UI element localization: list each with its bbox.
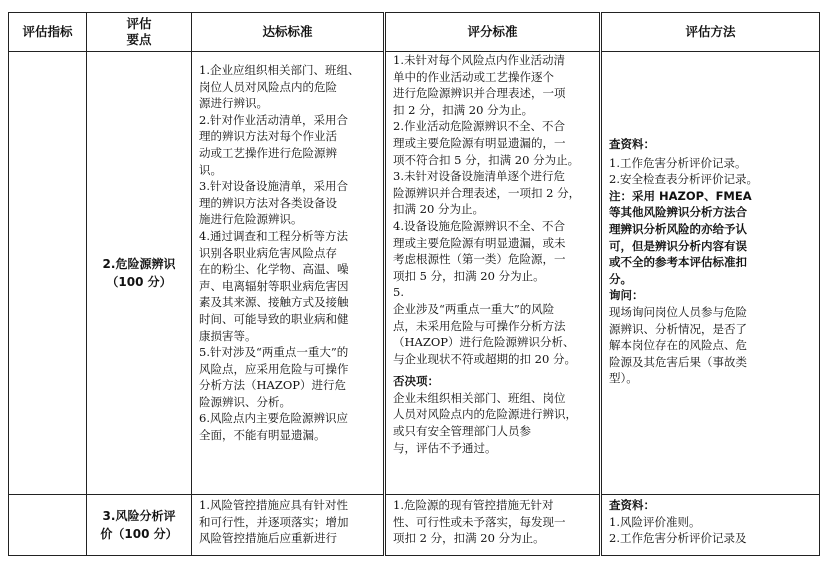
text-line: 全面，不能有明显遗漏。 bbox=[199, 428, 326, 443]
text-line: 3.未针对设备设施清单逐个进行危 bbox=[393, 169, 565, 184]
text-line: 扣 2 分，扣满 20 分为止。 bbox=[393, 102, 534, 117]
text-line: 声、电离辐射等职业病危害因 bbox=[199, 278, 349, 293]
text-line: 险源辨识、分析。 bbox=[199, 394, 291, 409]
text-line: 项不符合扣 5 分，扣满 20 分为止。 bbox=[393, 152, 580, 167]
point-cell bbox=[87, 495, 192, 556]
check-label: 查资料： bbox=[609, 137, 655, 151]
text-line: 识。 bbox=[199, 162, 222, 177]
text-line: 注：采用 HAZOP、FMEA bbox=[609, 188, 752, 203]
indicator-cell bbox=[9, 495, 87, 556]
text-line: 2.作业活动危险源辨识不全、不合 bbox=[393, 119, 565, 134]
text-line: 5. bbox=[393, 285, 404, 300]
text-line: 动或工艺操作进行危险源辨 bbox=[199, 145, 337, 160]
ask-list bbox=[602, 304, 819, 389]
text-line: 2.工作危害分析评价记录及 bbox=[609, 531, 747, 546]
text-line: 理的辨识方法对各类设备设 bbox=[199, 195, 337, 210]
text-line: 理或主要危险源有明显遗漏的，一 bbox=[393, 135, 566, 150]
text-line: 考虑根源性（第一类）危险源，一 bbox=[393, 252, 566, 267]
text-line: 3.针对设备设施清单，采用合 bbox=[199, 179, 348, 194]
table-row bbox=[9, 52, 820, 495]
text-line: 人员对风险点内的危险源进行辨识， bbox=[393, 407, 577, 422]
text-line: 6.风险点内主要危险源辨识应 bbox=[199, 411, 348, 426]
text-line: 理辨识分析风险的亦给予认 bbox=[609, 221, 747, 236]
check-list bbox=[602, 514, 819, 549]
veto-list bbox=[386, 390, 599, 458]
text-line: 1.风险管控措施应具有针对性 bbox=[199, 498, 348, 512]
text-line: 源辨识、分析情况，是否了 bbox=[609, 321, 747, 336]
text-line: 风险管控措施后应重新进行 bbox=[199, 531, 337, 546]
standard-cell bbox=[192, 52, 385, 495]
text-line: 或只有安全管理部门人员参 bbox=[393, 424, 531, 439]
text-line: 素及其来源、接触方式及接触 bbox=[199, 295, 349, 310]
scoring-cell bbox=[385, 52, 601, 495]
check-list bbox=[602, 155, 819, 188]
standard-list bbox=[192, 495, 383, 549]
text-line: 1.风险评价准则。 bbox=[609, 514, 701, 529]
text-line: 性、可行性或未予落实，每发现一 bbox=[393, 514, 566, 529]
text-line: 风险点，应采用危险与可操作 bbox=[199, 361, 349, 376]
veto-label: 否决项： bbox=[393, 374, 439, 389]
text-line: 与企业现状不符或超期的扣 20 分。 bbox=[393, 351, 576, 366]
text-line: 在的粉尘、化学物、高温、噪 bbox=[199, 262, 349, 277]
text-line: 企业涉及“两重点一重大”的风险 bbox=[393, 301, 555, 316]
text-line: 识别各职业病危害风险点存 bbox=[199, 245, 337, 260]
text-line: 解本岗位存在的风险点、危 bbox=[609, 338, 747, 353]
text-line: 分析方法（HAZOP）进行危 bbox=[199, 378, 346, 393]
text-line: 理的辨识方法对每个作业活 bbox=[199, 129, 337, 144]
text-line: 和可行性，并逐项落实；增加 bbox=[199, 514, 349, 529]
text-line: 项扣 2 分，扣满 20 分为止。 bbox=[393, 531, 545, 546]
text-line: 扣满 20 分为止。 bbox=[393, 202, 484, 217]
text-line: 源进行辨识。 bbox=[199, 96, 268, 111]
text-line: 进行危险源辨识并合理表述，一项 bbox=[393, 86, 566, 101]
standard-cell bbox=[192, 495, 385, 556]
text-line: 2.针对作业活动清单，采用合 bbox=[199, 112, 348, 127]
text-line: 企业未组织相关部门、班组、岗位 bbox=[393, 390, 566, 405]
header-method: 评估方法 bbox=[601, 13, 820, 52]
text-line: 分。 bbox=[609, 271, 632, 286]
table-row bbox=[9, 495, 820, 556]
text-line: 5.针对涉及“两重点一重大”的 bbox=[199, 345, 349, 360]
text-line: 与，评估不予通过。 bbox=[393, 440, 497, 455]
text-line: 1.未针对每个风险点内作业活动清 bbox=[393, 53, 565, 67]
header-standard: 达标标准 bbox=[192, 13, 385, 52]
point-score: 价（100 分） bbox=[100, 527, 178, 541]
header-point: 评估 要点 bbox=[87, 13, 192, 52]
point-title: 3.风险分析评 bbox=[102, 509, 176, 523]
indicator-cell bbox=[9, 52, 87, 495]
text-line: 可，但是辨识分析内容有误 bbox=[609, 238, 747, 253]
text-line: 1.危险源的现有管控措施无针对 bbox=[393, 498, 554, 512]
assessment-table bbox=[8, 12, 820, 556]
note-list bbox=[602, 188, 819, 288]
header-scoring: 评分标准 bbox=[385, 13, 601, 52]
scoring-cell bbox=[385, 495, 601, 556]
method-cell bbox=[601, 495, 820, 556]
text-line: 型）。 bbox=[609, 371, 638, 386]
text-line: 项扣 5 分，扣满 20 分为止。 bbox=[393, 268, 545, 283]
text-line: 单中的作业活动或工艺操作逐个 bbox=[393, 69, 554, 84]
text-line: 险源辨识并合理表述，一项扣 2 分， bbox=[393, 185, 581, 200]
text-line: 理或主要危险源有明显遗漏，或未 bbox=[393, 235, 566, 250]
point-score: （100 分） bbox=[106, 275, 172, 289]
text-line: 点，未采用危险与可操作分析方法 bbox=[393, 318, 566, 333]
text-line: 等其他风险辨识分析方法合 bbox=[609, 205, 747, 220]
check-label: 查资料： bbox=[609, 498, 655, 512]
text-line: 岗位人员对风险点内的危险 bbox=[199, 79, 337, 94]
text-line: 时间、可能导致的职业病和健 bbox=[199, 311, 349, 326]
header-indicator: 评估指标 bbox=[9, 13, 87, 52]
standard-list bbox=[192, 52, 383, 446]
method-cell bbox=[601, 52, 820, 495]
text-line: 4.通过调查和工程分析等方法 bbox=[199, 228, 348, 243]
text-line: （HAZOP）进行危险源辨识分析、 bbox=[393, 335, 575, 350]
text-line: 施进行危险源辨识。 bbox=[199, 212, 303, 227]
text-line: 1.企业应组织相关部门、班组、 bbox=[199, 63, 360, 77]
text-line: 4.设备设施危险源辨识不全、不合 bbox=[393, 218, 565, 233]
scoring-list bbox=[386, 495, 599, 549]
text-line: 险源及其危害后果（事故类 bbox=[609, 354, 747, 369]
text-line: 或不全的参考本评估标准扣 bbox=[609, 255, 747, 270]
scoring-list bbox=[386, 52, 599, 369]
text-line: 2.安全检查表分析评价记录。 bbox=[609, 172, 758, 187]
header-row bbox=[9, 13, 820, 52]
text-line: 1.工作危害分析评价记录。 bbox=[609, 155, 747, 170]
point-title: 2.危险源辨识 bbox=[102, 257, 176, 271]
text-line: 现场询问岗位人员参与危险 bbox=[609, 304, 747, 319]
ask-label: 询问： bbox=[609, 288, 644, 303]
point-cell bbox=[87, 52, 192, 495]
text-line: 康损害等。 bbox=[199, 328, 257, 343]
